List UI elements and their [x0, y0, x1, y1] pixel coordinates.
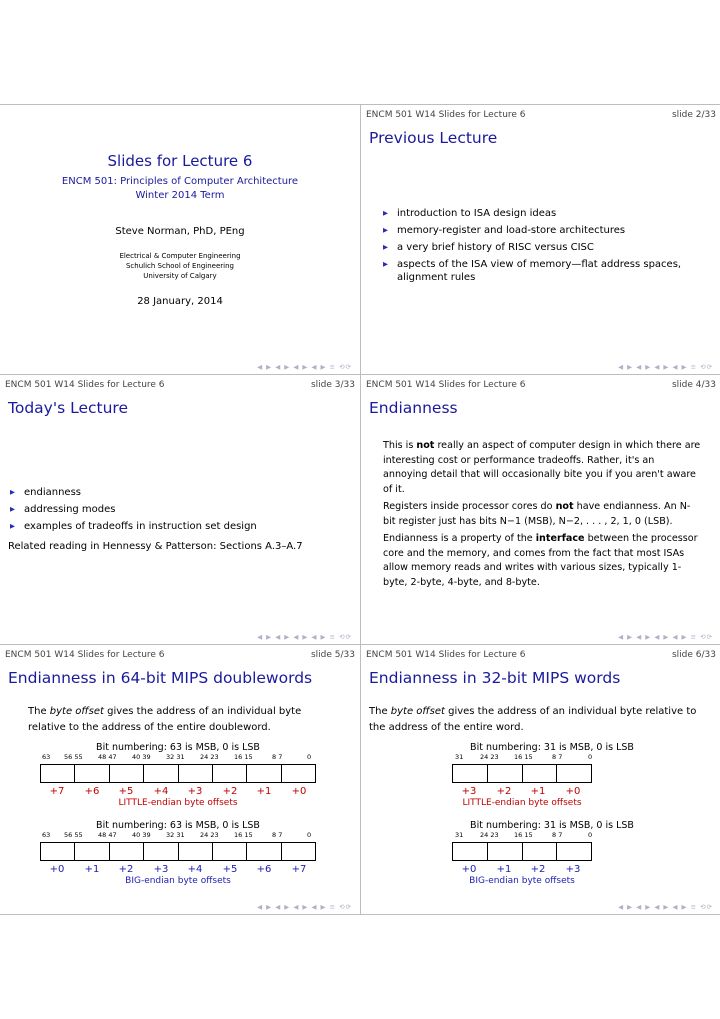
bit-label: 16 15: [234, 753, 253, 761]
bit-label: 0: [588, 753, 593, 761]
byte-offset: +6: [256, 864, 272, 875]
bit-label: 40 39: [132, 753, 151, 761]
reading-note: Related reading in Hennessy & Patterson: Sections A.3–A.7: [8, 541, 303, 552]
byte-offset: +6: [84, 786, 100, 797]
slide-3-title: Today's Lecture: [8, 399, 128, 417]
bit-label: 0: [588, 831, 593, 839]
list-item: ▶ examples of tradeoffs in instruction set design: [10, 520, 340, 533]
bit-label: 0: [307, 831, 312, 839]
nav-icons[interactable]: ◀ ▶ ◀ ▶ ◀ ▶ ◀ ▶ ≡ ⟲⟳: [257, 633, 352, 641]
bit-labels: [40, 753, 316, 763]
byte-offset: +2: [222, 786, 238, 797]
byte-offset: +3: [187, 786, 203, 797]
slide-1-title: Slides for Lecture 6: [107, 152, 253, 170]
list-item: ▶ aspects of the ISA view of memory—flat address spaces, alignment rules: [383, 258, 683, 284]
byte-offset: +5: [118, 786, 134, 797]
byte-row: [40, 842, 316, 861]
byte-offset: +1: [84, 864, 100, 875]
bit-label: 24 23: [480, 753, 499, 761]
slide-1: [0, 104, 360, 374]
little-endian-diagram: [452, 742, 634, 808]
slide-number: slide 3/33: [310, 380, 355, 390]
slide-2-title: Previous Lecture: [369, 129, 498, 147]
byte-offset: +0: [565, 786, 581, 797]
slide-header: ENCM 501 W14 Slides for Lecture 6: [5, 380, 165, 390]
bit-numbering-caption: Bit numbering: 63 is MSB, 0 is LSB: [96, 742, 260, 753]
grid-line: [0, 914, 720, 915]
byte-offset: +4: [153, 786, 169, 797]
bit-label: 32 31: [166, 831, 185, 839]
nav-icons[interactable]: ◀ ▶ ◀ ▶ ◀ ▶ ◀ ▶ ≡ ⟲⟳: [618, 903, 713, 911]
author: Steve Norman, PhD, PEng: [115, 226, 245, 237]
school: Schulich School of Engineering: [125, 262, 234, 270]
list-item: ▶ endianness: [10, 486, 340, 499]
byte-offset: +3: [153, 864, 169, 875]
nav-icons[interactable]: ◀ ▶ ◀ ▶ ◀ ▶ ◀ ▶ ≡ ⟲⟳: [618, 363, 713, 371]
slide-number: slide 4/33: [671, 380, 716, 390]
bullet-list: [383, 207, 683, 288]
list-item: ▶ a very brief history of RISC versus CISC: [383, 241, 683, 254]
intro-text: The byte offset gives the address of an individual byte relative to the address of the entire word.: [369, 706, 697, 733]
slide-number: slide 2/33: [671, 110, 716, 120]
nav-icons[interactable]: ◀ ▶ ◀ ▶ ◀ ▶ ◀ ▶ ≡ ⟲⟳: [257, 903, 352, 911]
slide-3: [0, 374, 360, 644]
byte-offset: +3: [461, 786, 477, 797]
bit-label: 63: [42, 753, 51, 761]
course-name: ENCM 501: Principles of Computer Architecture: [61, 176, 299, 187]
bit-numbering-caption: Bit numbering: 63 is MSB, 0 is LSB: [96, 820, 260, 831]
byte-offset: +0: [49, 864, 65, 875]
bit-label: 56 55: [64, 753, 83, 761]
slide-header: ENCM 501 W14 Slides for Lecture 6: [366, 650, 526, 660]
byte-offset: +2: [530, 864, 546, 875]
bit-label: 8 7: [552, 753, 563, 761]
bit-labels: [40, 831, 316, 841]
bit-label: 31: [455, 831, 464, 839]
slide-2: [361, 104, 720, 374]
byte-offset: +7: [291, 864, 307, 875]
slide-5-title: Endianness in 64-bit MIPS doublewords: [8, 669, 313, 687]
byte-offset: +5: [222, 864, 238, 875]
date: 28 January, 2014: [137, 296, 223, 307]
byte-offset: +3: [565, 864, 581, 875]
bit-label: 24 23: [200, 753, 219, 761]
byte-offset: +2: [496, 786, 512, 797]
big-endian-diagram: [40, 820, 316, 886]
slide-4-title: Endianness: [369, 399, 458, 417]
slide-number: slide 5/33: [310, 650, 355, 660]
bit-numbering-caption: Bit numbering: 31 is MSB, 0 is LSB: [470, 820, 634, 831]
bit-label: 63: [42, 831, 51, 839]
intro-text: The byte offset gives the address of an individual byte relative to the address of the entire doubleword.: [28, 706, 302, 733]
slide-header: ENCM 501 W14 Slides for Lecture 6: [5, 650, 165, 660]
list-item: ▶ introduction to ISA design ideas: [383, 207, 683, 220]
bit-label: 8 7: [272, 831, 283, 839]
byte-row: [452, 842, 592, 861]
byte-row: [452, 764, 592, 783]
byte-offset: +0: [291, 786, 307, 797]
slide-header: ENCM 501 W14 Slides for Lecture 6: [366, 110, 526, 120]
university: University of Calgary: [143, 272, 217, 280]
bit-labels: [452, 753, 592, 763]
slide-4: [361, 374, 720, 644]
byte-offset: +1: [530, 786, 546, 797]
byte-offset: +2: [118, 864, 134, 875]
byte-row: [40, 764, 316, 783]
bit-label: 31: [455, 753, 464, 761]
little-endian-label: LITTLE-endian byte offsets: [462, 798, 582, 808]
bit-label: 40 39: [132, 831, 151, 839]
list-item: ▶ addressing modes: [10, 503, 340, 516]
byte-offset: +1: [256, 786, 272, 797]
list-item: ▶ memory-register and load-store architectures: [383, 224, 683, 237]
slide-6-title: Endianness in 32-bit MIPS words: [369, 669, 621, 687]
byte-offset: +4: [187, 864, 203, 875]
bit-label: 56 55: [64, 831, 83, 839]
paragraph: Registers inside processor cores do not have endianness. An N-bit register just has bits N−1 (MSB), N−2, . . . , 2, 1, 0 (LSB).: [383, 501, 691, 527]
byte-offset: +0: [461, 864, 477, 875]
slide-6: [361, 644, 720, 914]
bit-label: 24 23: [200, 831, 219, 839]
big-endian-diagram: [452, 820, 634, 886]
body-text: [383, 439, 701, 593]
bit-label: 8 7: [552, 831, 563, 839]
bit-label: 8 7: [272, 753, 283, 761]
byte-offset: +7: [49, 786, 65, 797]
paragraph: This is not really an aspect of computer design in which there are interesting cost or performance tradeoffs. Rather, it's an annoying detail that will occasionally bite you if you aren't aware of it.: [383, 440, 701, 495]
little-endian-label: LITTLE-endian byte offsets: [118, 798, 238, 808]
slide-header: ENCM 501 W14 Slides for Lecture 6: [366, 380, 526, 390]
bit-label: 24 23: [480, 831, 499, 839]
paragraph: Endianness is a property of the interface between the processor core and the memory, and comes from the fact that most ISAs allow memory reads and writes with various sizes, typically 1-byte, 2-byte, 4-byte, and 8-byte.: [383, 533, 698, 588]
big-endian-label: BIG-endian byte offsets: [125, 876, 231, 886]
bit-label: 48 47: [98, 753, 117, 761]
department: Electrical & Computer Engineering: [119, 252, 241, 260]
big-endian-label: BIG-endian byte offsets: [469, 876, 575, 886]
bit-label: 16 15: [234, 831, 253, 839]
nav-icons[interactable]: ◀ ▶ ◀ ▶ ◀ ▶ ◀ ▶ ≡ ⟲⟳: [257, 363, 352, 371]
term: Winter 2014 Term: [135, 190, 225, 201]
bullet-list: [10, 486, 340, 537]
nav-icons[interactable]: ◀ ▶ ◀ ▶ ◀ ▶ ◀ ▶ ≡ ⟲⟳: [618, 633, 713, 641]
bit-label: 48 47: [98, 831, 117, 839]
bit-label: 32 31: [166, 753, 185, 761]
bit-labels: [452, 831, 592, 841]
bit-label: 0: [307, 753, 312, 761]
bit-numbering-caption: Bit numbering: 31 is MSB, 0 is LSB: [470, 742, 634, 753]
bit-label: 16 15: [514, 753, 533, 761]
bit-label: 16 15: [514, 831, 533, 839]
byte-offset: +1: [496, 864, 512, 875]
little-endian-diagram: [40, 742, 316, 808]
slide-5: [0, 644, 360, 914]
slide-number: slide 6/33: [671, 650, 716, 660]
